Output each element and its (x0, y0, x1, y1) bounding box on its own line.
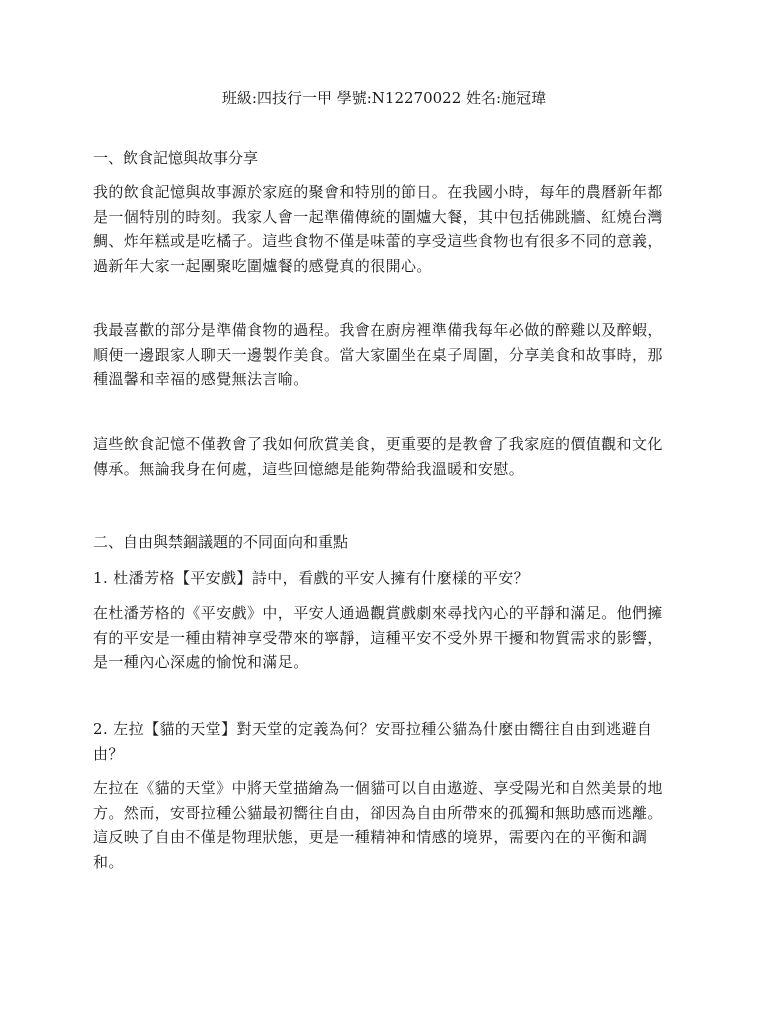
answer-2 (93, 776, 683, 874)
paragraph-line: 傳承。無論我身在何處，這些回憶總是能夠帶給我溫暖和安慰。 (93, 459, 525, 478)
question-line: 由？ (93, 744, 124, 763)
paragraph-line: 種溫馨和幸福的感覺無法言喻。 (93, 370, 309, 388)
answer-line: 在杜潘芳格的《平安戲》中，平安人通過觀賞戲劇來尋找內心的平靜和滿足。他們擁 (93, 604, 663, 622)
question-line: 2. 左拉【貓的天堂】對天堂的定義為何？安哥拉種公貓為什麼由嚮往自由到逃避自 (93, 720, 653, 738)
answer-line: 有的平安是一種由精神享受帶來的寧靜，這種平安不受外界干擾和物質需求的影響， (93, 628, 663, 647)
section-2-heading: 二、自由與禁錮議題的不同面向和重點 (93, 533, 349, 551)
answer-line: 是一種內心深處的愉悅和滿足。 (93, 653, 309, 671)
paragraph-line: 我的飲食記憶與故事源於家庭的聚會和特別的節日。在我國小時，每年的農曆新年都 (93, 183, 663, 201)
section-1-paragraph-3 (93, 432, 683, 481)
paragraph-line: 順便一邊跟家人聊天一邊製作美食。當大家圍坐在桌子周圍，分享美食和故事時，那 (93, 345, 663, 364)
answer-1 (93, 601, 683, 675)
paragraph-line: 鯛、炸年糕或是吃橘子。這些食物不僅是味蕾的享受這些食物也有很多不同的意義， (93, 232, 663, 250)
section-1-heading: 一、飲食記憶與故事分享 (93, 149, 259, 167)
section-1-paragraph-2 (93, 318, 683, 392)
answer-line: 這反映了自由不僅是物理狀態，更是一種精神和情感的境界，需要內在的平衡和調 (93, 828, 648, 846)
paragraph-line: 我最喜歡的部分是準備食物的過程。我會在廚房裡準備我每年必做的醉雞以及醉蝦， (93, 321, 663, 339)
paragraph-line: 是一個特別的時刻。我家人會一起準備傳統的圍爐大餐，其中包括佛跳牆、紅燒台灣 (93, 207, 663, 226)
answer-line: 左拉在《貓的天堂》中將天堂描繪為一個貓可以自由遨遊、享受陽光和自然美景的地 (93, 779, 663, 797)
paragraph-line: 這些飲食記憶不僅教會了我如何欣賞美食，更重要的是教會了我家庭的價值觀和文化 (93, 435, 663, 453)
answer-line: 和。 (93, 852, 124, 871)
question-1 (93, 566, 683, 591)
section-1-paragraph-1 (93, 180, 683, 278)
question-line: 1. 杜潘芳格【平安戲】詩中，看戲的平安人擁有什麼樣的平安？ (93, 569, 530, 587)
answer-line: 方。然而，安哥拉種公貓最初嚮往自由，卻因為自由所帶來的孤獨和無助感而逃離。 (93, 803, 663, 822)
paragraph-line: 過新年大家一起團聚吃圍爐餐的感覺真的很開心。 (93, 256, 432, 275)
student-info-header: 班級:四技行一甲 學號:N12270022 姓名:施冠瑋 (221, 89, 547, 107)
question-2 (93, 717, 683, 766)
